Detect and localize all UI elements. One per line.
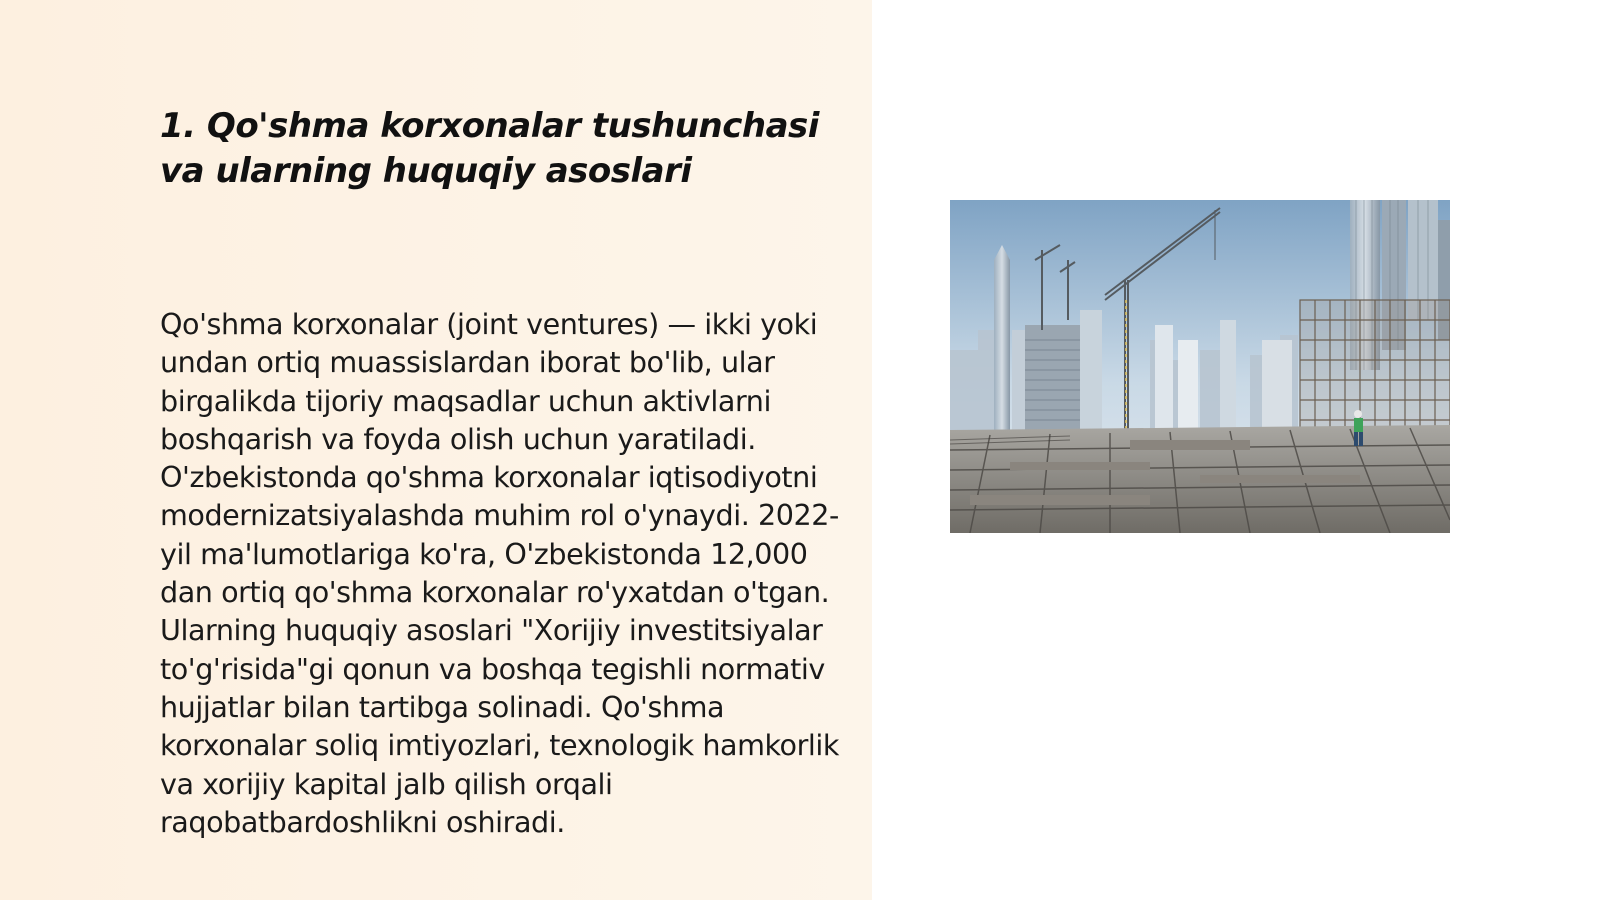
construction-illustration — [950, 200, 1450, 533]
construction-site-photo — [950, 200, 1450, 533]
slide-body-text: Qo'shma korxonalar (joint ventures) — ikki yoki undan ortiq muassislardan iborat bo'lib, ular birgalikda tijoriy maqsadlar uchun aktivlarni boshqarish va foyda olish uchun yaratiladi. O'zbekistonda qo'shma korxonalar iqtisodiyotni modernizatsiyalashda muhim rol o'ynaydi. 2022-yil ma'lumotlariga ko'ra, O'zbekistonda 12,000 dan ortiq qo'shma korxonalar ro'yxatdan o'tgan. Ularning huquqiy asoslari "Xorijiy investitsiyalar to'g'risida"gi qonun va boshqa tegishli normativ hujjatlar bilan tartibga solinadi. Qo'shma korxonalar soliq imtiyozlari, texnologik hamkorlik va xorijiy kapital jalb qilish orqali raqobatbardoshlikni oshiradi. — [160, 307, 840, 839]
slide-title: 1. Qo'shma korxonalar tushunchasi va ularning huquqiy asoslari — [160, 106, 819, 191]
